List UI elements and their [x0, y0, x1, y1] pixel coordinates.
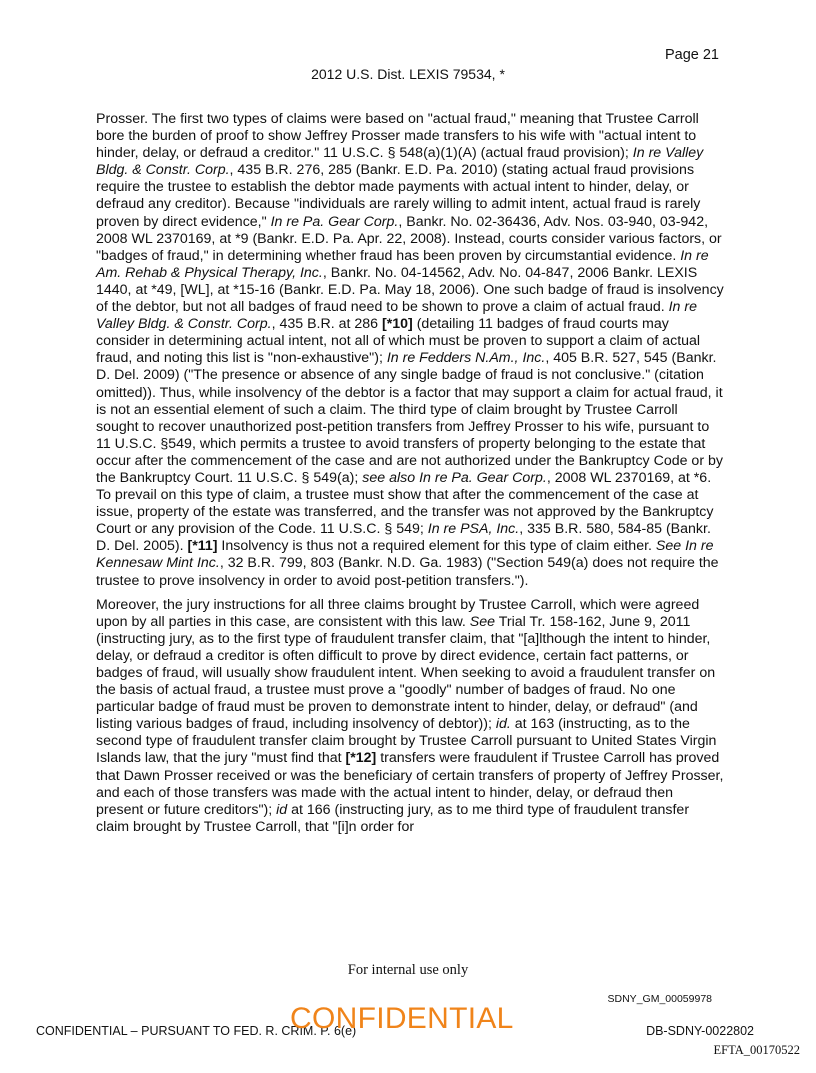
case-citation: See In re Kennesaw Mint Inc.: [96, 538, 714, 572]
text-run: transfers were fraudulent if Trustee Carroll has proved that Dawn Prosser received or was the beneficiary of certain transfers of property of Jeffrey Prosser, and each of those transfers was made with the actual intent to hinder, delay, or defraud then present or future creditors");: [96, 750, 724, 818]
efta-number: EFTA_00170522: [713, 1043, 800, 1057]
page-marker: [*10]: [382, 316, 413, 333]
case-citation: id.: [495, 716, 511, 733]
text-run: , 2008 WL 2370169, at *6. To prevail on this type of claim, a trustee must show that after the commencement of the case at issue, property of the estate was transferred, and the transfer was not approved by the Bankruptcy Court or any provision of the Code. 11 U.S.C. § 549;: [96, 469, 714, 538]
bates-number-right: DB-SDNY-0022802: [646, 1024, 754, 1038]
internal-use-note: For internal use only: [347, 962, 469, 978]
text-run: (detailing 11 badges of fraud courts may consider in determining actual intent, not all of which must be proven to support a claim of actual fraud, and noting this list is "non-exhaustive");: [96, 316, 701, 367]
text-run: at 163 (instructing, as to the second type of fraudulent transfer claim brought by Trustee Carroll pursuant to United States Virgin Islands law, that the jury "must find that: [96, 716, 717, 767]
case-citation: id: [276, 801, 288, 818]
text-run: , 405 B.R. 527, 545 (Bankr. D. Del. 2009) ("The presence or absence of any single badge of fraud is not conclusive." (citation omitted)). Thus, while insolvency of the debtor is a factor that may support a claim for actual fraud, it is not an essential element of such a claim. The third type of claim brought by Trustee Carroll sought to recover unauthorized post-petition transfers from Jeffrey Prosser to his wife, pursuant to 11 U.S.C. §549, which permits a trustee to avoid transfers of property belonging to the estate that occur after the commencement of the case and are not authorized under the Bankruptcy Code or by the Bankruptcy Court. 11 U.S.C. § 549(a);: [96, 350, 723, 486]
running-header-citation: 2012 U.S. Dist. LEXIS 79534, *: [311, 66, 505, 82]
case-citation: In re Fedders N.Am., Inc.: [386, 350, 546, 367]
text-run: at 166 (instructing jury, as to me third type of fraudulent transfer claim brought by Trustee Carroll, that "[i]n order for: [96, 801, 690, 835]
text-run: , Bankr. No. 02-36436, Adv. Nos. 03-940, 03-942, 2008 WL 2370169, at *9 (Bankr. E.D. Pa. Apr. 22, 2008). Instead, courts consider various factors, or "badges of fraud," in determining whether fraud has been proven by circumstantial evidence.: [96, 213, 722, 264]
confidential-footer-text: CONFIDENTIAL – PURSUANT TO FED. R. CRIM. P. 6(e): [36, 1024, 357, 1038]
page-marker: [*11]: [187, 538, 218, 555]
text-run: , Bankr. No. 04-14562, Adv. No. 04-847, 2006 Bankr. LEXIS 1440, at *49, [WL], at *15-16 (Bankr. E.D. Pa. May 18, 2006). One such badge of fraud is insolvency of the debtor, but not all badges of fraud need to be shown to prove a claim of actual fraud.: [96, 264, 724, 316]
case-citation: see also In re Pa. Gear Corp.: [362, 469, 547, 486]
text-run: , 435 B.R. at 286: [271, 316, 382, 333]
case-citation: In re Valley Bldg. & Constr. Corp.: [96, 299, 697, 333]
text-run: , 435 B.R. 276, 285 (Bankr. E.D. Pa. 2010) (stating actual fraud provisions require the trustee to establish the debtor made payments with actual intent to hinder, delay, or defraud any creditor). Because "individuals are rarely willing to admit intent, actual fraud is rarely proven by direct evidence,": [96, 162, 701, 230]
case-citation: In re Am. Rehab & Physical Therapy, Inc.: [96, 247, 709, 281]
confidential-stamp: CONFIDENTIAL: [290, 1002, 514, 1035]
text-run: Prosser. The first two types of claims were based on "actual fraud," meaning that Trustee Carroll bore the burden of proof to show Jeffrey Prosser made transfers to his wife with "actual intent to hinder, delay, or defraud a creditor." 11 U.S.C. § 548(a)(1)(A) (actual fraud provision);: [96, 111, 699, 162]
case-citation: In re Pa. Gear Corp.: [270, 213, 399, 230]
text-run: Trial Tr. 158-162, June 9, 2011 (instructing jury, as to the first type of fraudulent transfer claim, that "[a]lthough the intent to hinder, delay, or defraud a creditor is often difficult to prove by direct evidence, certain fact patterns, or badges of fraud, will usually show fraudulent intent. When seeking to avoid a fraudulent transfer on the basis of actual fraud, a trustee must prove a "goodly" number of badges of fraud. No one particular badge of fraud must be proven to demonstrate intent to hinder, delay, or defraud" (and listing various badges of fraud, including insolvency of debtor));: [96, 613, 716, 733]
page-number: Page 21: [664, 47, 719, 63]
text-run: Moreover, the jury instructions for all three claims brought by Trustee Carroll, which were agreed upon by all parties in this case, are consistent with this law.: [96, 596, 700, 630]
text-run: , 32 B.R. 799, 803 (Bankr. N.D. Ga. 1983) ("Section 549(a) does not require the trustee to prove insolvency in order to avoid post-petition transfers.").: [96, 555, 719, 589]
bates-number-small: SDNY_GM_00059978: [607, 993, 712, 1005]
case-citation: In re Valley Bldg. & Constr. Corp.: [96, 145, 704, 179]
paragraph-2: [96, 597, 724, 836]
opinion-body: [96, 111, 724, 843]
text-run: Insolvency is thus not a required element for this type of claim either.: [217, 538, 656, 555]
case-citation: In re PSA, Inc.: [427, 521, 520, 538]
case-citation: See: [469, 613, 496, 630]
paragraph-1: [96, 111, 724, 590]
text-run: , 335 B.R. 580, 584-85 (Bankr. D. Del. 2005).: [96, 521, 711, 555]
page-marker: [*12]: [345, 750, 377, 767]
